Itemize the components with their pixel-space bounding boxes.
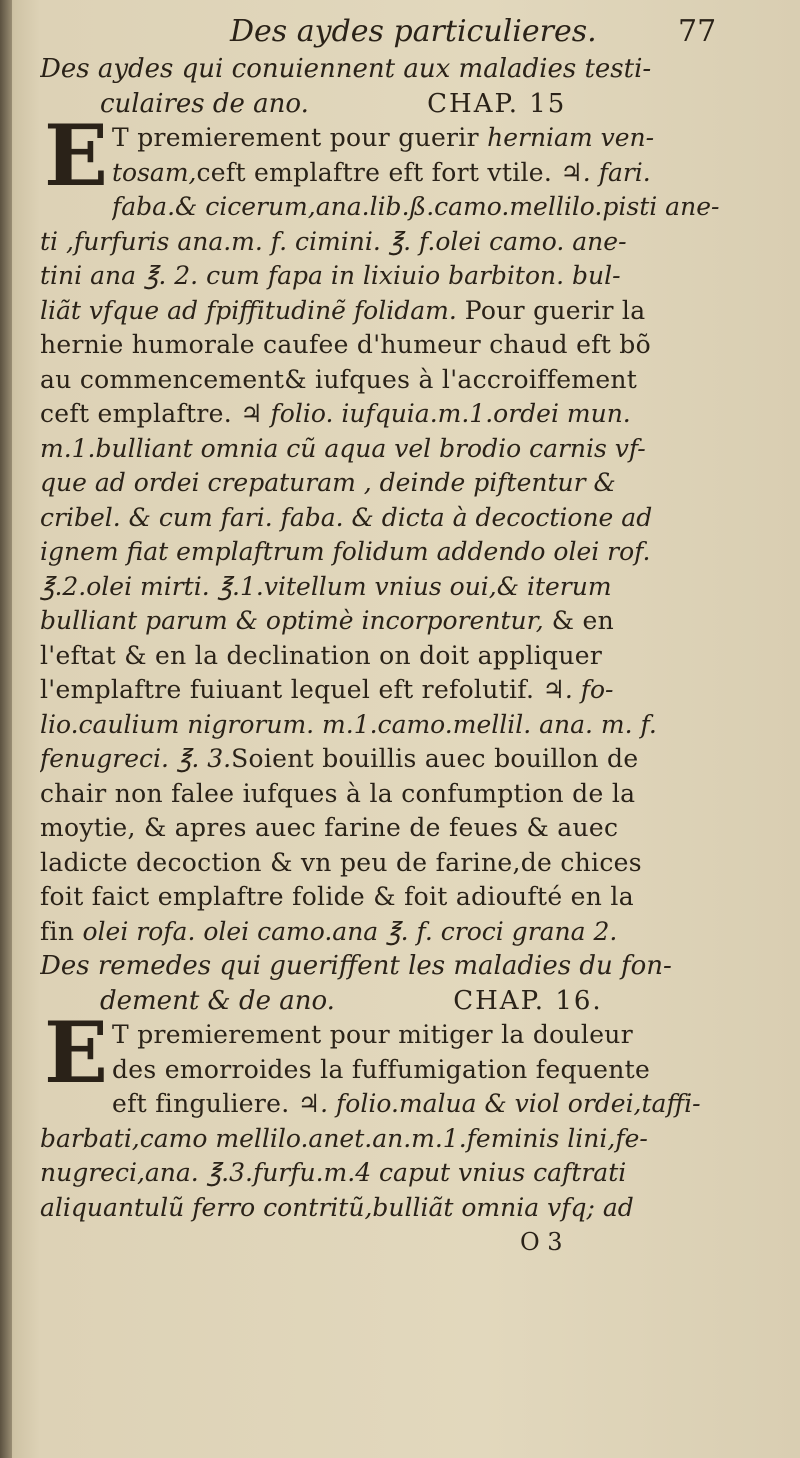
text-line — [40, 811, 775, 846]
text-run: tini ana ℥. 2. cum fapa in lixiuio barbiton. bul- — [40, 261, 621, 290]
text-run: cribel. & cum fari. faba. & dicta à decoctione ad — [40, 502, 653, 532]
text-line — [40, 673, 775, 708]
text-run: ladicte decoction & vn peu de farine,de chices — [40, 847, 642, 877]
chapter-heading-line: Des aydes qui conuiennent aux maladies testi- — [40, 54, 652, 84]
chapter-heading-text: dement & de ano. — [100, 985, 335, 1016]
text-run: barbati,camo mellilo.anet.an.m.1.feminis lini,fe- — [40, 1123, 648, 1153]
text-run: fenugreci. ℥. 3. — [40, 744, 232, 773]
text-line — [112, 190, 775, 225]
text-run: bulliant parum & optimè incorporentur, — [40, 606, 552, 635]
text-line — [40, 777, 775, 812]
chapter-heading-line — [40, 984, 775, 1019]
text-run: fin — [40, 916, 83, 946]
text-line — [40, 259, 775, 294]
text-run: ♃. fo- — [542, 675, 614, 704]
body-lines — [40, 106, 775, 949]
text-run: ceft emplaftre eft fort vtile. — [196, 157, 561, 187]
text-run: ♃. fari. — [560, 157, 651, 187]
text-run: nugreci,ana. ℥.3.furfu.m.4 caput vnius caftrati — [40, 1158, 627, 1187]
text-run: au commencement& iufques à l'accroiffement — [40, 364, 638, 394]
text-run: herniam ven- — [487, 123, 655, 152]
text-line — [40, 225, 775, 260]
text-run: ti ,furfuris ana.m. f. cimini. ℥. f.olei camo. ane- — [40, 226, 627, 256]
text-block — [40, 12, 775, 1259]
text-run: ♃. folio.malua & viol ordei,taffi- — [297, 1089, 701, 1118]
text-run: & en — [551, 606, 614, 635]
text-run: l'eftat & en la declination on doit appliquer — [40, 640, 603, 670]
text-run: lio.caulium nigrorum. m.1.camo.mellil. ana. m. f. — [40, 709, 657, 739]
chapter-body — [40, 1003, 775, 1225]
chapter-16 — [40, 949, 775, 1225]
page-number: 77 — [678, 14, 717, 49]
text-run: Soient bouillis auec bouillon de — [231, 744, 639, 773]
text-line — [40, 432, 775, 467]
text-line — [40, 742, 775, 777]
text-run: liãt vfque ad fpiffitudinẽ folidam. — [40, 295, 465, 325]
running-head — [40, 12, 775, 52]
text-run: l'emplaftre fuiuant lequel eft refolutif. — [40, 675, 543, 704]
text-run: m.1.bulliant omnia cũ aqua vel brodio carnis vf- — [40, 433, 646, 463]
text-run: T premierement pour mitiger la douleur — [112, 1020, 633, 1049]
text-line — [40, 294, 775, 329]
text-run: chair non falee iufques à la confumption de la — [40, 778, 636, 808]
text-run: T premierement pour guerir — [112, 123, 488, 152]
text-run: ℥.2.olei mirti. ℥.1.vitellum vnius oui,& iterum — [40, 571, 612, 601]
text-line — [112, 1087, 775, 1122]
text-line — [40, 639, 775, 674]
text-line — [40, 363, 775, 398]
text-line — [112, 1018, 775, 1053]
text-line — [112, 121, 775, 156]
chapter-label: CHAP. 15 — [427, 88, 567, 119]
text-run: ceft emplaftre. — [40, 399, 241, 428]
text-run: Pour guerir la — [464, 295, 646, 325]
text-run: eft finguliere. — [112, 1089, 298, 1118]
text-line — [40, 397, 775, 432]
body-lines — [40, 1003, 775, 1225]
text-line — [40, 1191, 775, 1226]
chapter-heading-line — [40, 87, 775, 122]
text-line — [40, 466, 775, 501]
text-line — [40, 535, 775, 570]
text-run: hernie humorale caufee d'humeur chaud eft bõ — [40, 330, 651, 359]
text-line — [40, 846, 775, 881]
text-line — [112, 156, 775, 191]
running-head-title: Des aydes particulieres. — [230, 14, 597, 49]
text-line — [40, 328, 775, 363]
text-run: olei rofa. olei camo.ana ℥. f. croci grana 2. — [82, 916, 618, 946]
text-run: ♃ folio. iufquia.m.1.ordei mun. — [240, 399, 631, 428]
chapter-body — [40, 106, 775, 949]
text-run: tosam, — [112, 157, 197, 187]
text-run: aliquantulũ ferro contritũ,bulliãt omnia vfq; ad — [40, 1192, 634, 1222]
text-line — [40, 915, 775, 950]
text-line — [40, 880, 775, 915]
chapter-label: CHAP. 16. — [453, 985, 603, 1016]
text-line — [40, 708, 775, 743]
text-line — [40, 604, 775, 639]
text-run: faba.& cicerum,ana.lib.ß.camo.mellilo.pisti ane- — [112, 192, 720, 221]
text-line — [112, 1053, 775, 1088]
text-run: foit faict emplaftre folide & foit adioufté en la — [40, 882, 634, 911]
chapter-heading-text: culaires de ano. — [100, 88, 309, 119]
drop-capital: E — [44, 1003, 109, 1102]
drop-capital: E — [44, 106, 109, 205]
chapter-15 — [40, 52, 775, 949]
text-line — [40, 1156, 775, 1191]
text-run: que ad ordei crepaturam , deinde piftentur & — [40, 468, 616, 497]
text-run: moytie, & apres auec farine de feues & auec — [40, 813, 619, 842]
text-line — [40, 501, 775, 536]
text-run: des emorroides la fuffumigation fequente — [112, 1054, 651, 1084]
page-gutter — [0, 0, 12, 1458]
signature-mark: O 3 — [520, 1228, 563, 1256]
chapter-heading-line: Des remedes qui gueriffent les maladies du fon- — [40, 951, 672, 981]
text-run: ignem fiat emplaftrum folidum addendo olei rof. — [40, 537, 651, 566]
text-line — [40, 1122, 775, 1157]
text-line — [40, 570, 775, 605]
